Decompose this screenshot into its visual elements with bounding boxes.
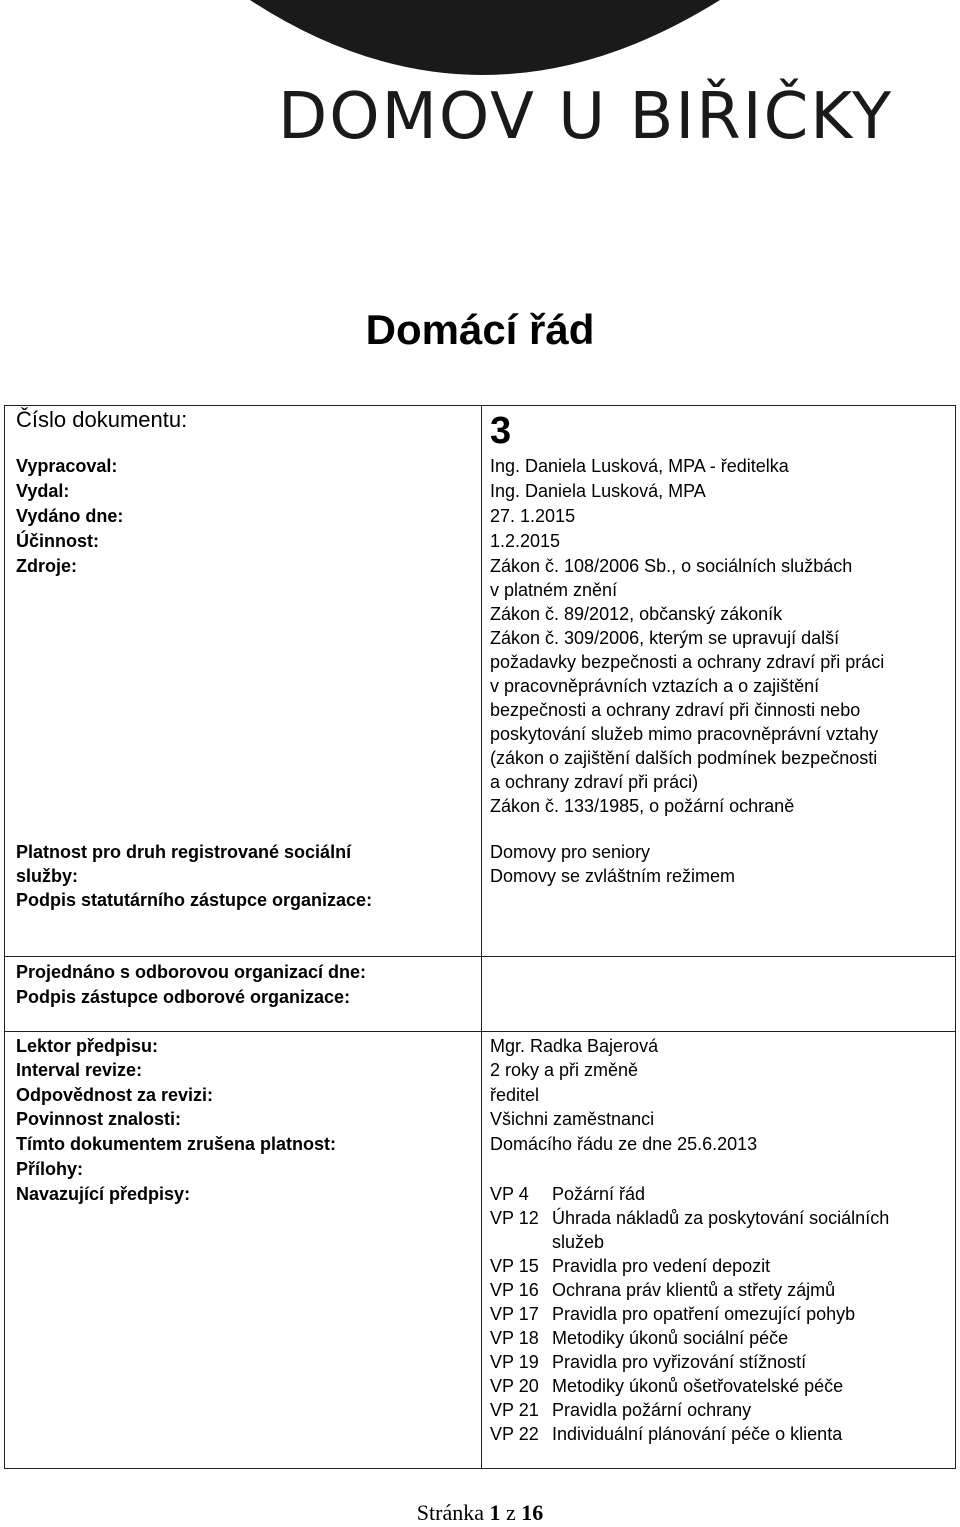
sources-line: a ochrany zdraví při práci) [490, 772, 699, 792]
regulation-code: VP 19 [490, 1352, 539, 1372]
sources-line: v pracovněprávních vztazích a o zajištění [490, 676, 820, 696]
issued-by-value: Ing. Daniela Lusková, MPA [490, 481, 706, 501]
union-discussed-label: Projednáno s odborovou organizací dne: [16, 962, 367, 982]
validity-values [490, 840, 735, 888]
related-label: Navazující předpisy: [16, 1184, 191, 1204]
regulation-title: Úhrada nákladů za poskytování sociálních [552, 1208, 890, 1228]
regulation-title: služeb [552, 1232, 605, 1252]
regulation-title: Ochrana práv klientů a střety zájmů [552, 1280, 836, 1300]
union-signature-label: Podpis zástupce odborové organizace: [16, 987, 351, 1007]
lector-value: Mgr. Radka Bajerová [490, 1036, 659, 1056]
list-item [490, 1350, 950, 1374]
regulation-title: Metodiky úkonů ošetřovatelské péče [552, 1376, 844, 1396]
sources-line: požadavky bezpečnosti a ochrany zdraví při práci [490, 652, 885, 672]
regulation-code: VP 15 [490, 1256, 539, 1276]
issued-date-label: Vydáno dne: [16, 506, 124, 526]
logo-text: DOMOV U BIŘIČKY [278, 80, 894, 154]
issued-date-value: 27. 1.2015 [490, 506, 576, 526]
list-item [490, 1182, 950, 1206]
statutory-signature-label: Podpis statutárního zástupce organizace: [16, 890, 373, 910]
list-item [490, 1302, 950, 1326]
effective-label: Účinnost: [16, 531, 99, 551]
cancels-label: Tímto dokumentem zrušena platnost: [16, 1134, 337, 1154]
knowledge-duty-label: Povinnost znalosti: [16, 1109, 182, 1129]
regulation-code: VP 18 [490, 1328, 539, 1348]
validity-value: Domovy se zvláštním režimem [490, 866, 736, 886]
attachments-label: Přílohy: [16, 1159, 84, 1179]
regulation-code [490, 1230, 552, 1254]
regulation-title: Pravidla pro vedení depozit [552, 1256, 771, 1276]
regulation-code: VP 17 [490, 1304, 539, 1324]
sources-line: (zákon o zajištění dalších podmínek bezpečnosti [490, 748, 878, 768]
prepared-value: Ing. Daniela Lusková, MPA - ředitelka [490, 456, 789, 476]
list-item [490, 1206, 950, 1230]
footer-prefix: Stránka [416, 1500, 484, 1525]
sources-line: Zákon č. 133/1985, o požární ochraně [490, 796, 795, 816]
regulation-title: Metodiky úkonů sociální péče [552, 1328, 789, 1348]
regulation-code: VP 22 [490, 1424, 539, 1444]
revision-interval-value: 2 roky a při změně [490, 1060, 639, 1080]
lector-label: Lektor předpisu: [16, 1036, 159, 1056]
cancels-value: Domácího řádu ze dne 25.6.2013 [490, 1134, 758, 1154]
issued-by-label: Vydal: [16, 481, 70, 501]
list-item [490, 1374, 950, 1398]
sources-list [490, 554, 950, 818]
effective-value: 1.2.2015 [490, 531, 561, 551]
sources-line: Zákon č. 89/2012, občanský zákoník [490, 604, 783, 624]
regulation-code: VP 12 [490, 1208, 539, 1228]
regulation-title: Pravidla pro opatření omezující pohyb [552, 1304, 856, 1324]
list-item [490, 1398, 950, 1422]
list-item [490, 1230, 950, 1254]
regulation-code: VP 16 [490, 1280, 539, 1300]
revision-interval-label: Interval revize: [16, 1060, 143, 1080]
regulation-title: Pravidla pro vyřizování stížností [552, 1352, 807, 1372]
page-title: Domácí řád [365, 306, 595, 353]
sources-line: v platném znění [490, 580, 618, 600]
validity-value: Domovy pro seniory [490, 842, 651, 862]
sources-line: Zákon č. 108/2006 Sb., o sociálních službách [490, 556, 853, 576]
regulation-title: Požární řád [552, 1184, 646, 1204]
related-list [490, 1182, 950, 1446]
sources-label: Zdroje: [16, 556, 77, 576]
revision-responsibility-label: Odpovědnost za revizi: [16, 1085, 214, 1105]
regulation-title: Pravidla požární ochrany [552, 1400, 752, 1420]
sources-line: poskytování služeb mimo pracovněprávní vztahy [490, 724, 879, 744]
regulation-title: Individuální plánování péče o klienta [552, 1424, 843, 1444]
revision-responsibility-value: ředitel [490, 1085, 540, 1105]
footer-total: 16 [521, 1500, 544, 1525]
validity-label-line: služby: [16, 866, 79, 886]
validity-label-line: Platnost pro druh registrované sociální [16, 842, 352, 862]
list-item [490, 1326, 950, 1350]
sources-line: bezpečnosti a ochrany zdraví při činnosti nebo [490, 700, 861, 720]
document-number-value: 3 [490, 410, 512, 452]
page-footer [0, 1500, 960, 1526]
footer-of: z [505, 1500, 516, 1525]
knowledge-duty-value: Všichni zaměstnanci [490, 1109, 655, 1129]
document-number-label: Číslo dokumentu: [16, 407, 188, 432]
prepared-label: Vypracoval: [16, 456, 118, 476]
list-item [490, 1278, 950, 1302]
list-item [490, 1422, 950, 1446]
validity-label [16, 840, 372, 912]
regulation-code: VP 20 [490, 1376, 539, 1396]
regulation-code: VP 4 [490, 1184, 529, 1204]
footer-page: 1 [489, 1500, 501, 1525]
list-item [490, 1254, 950, 1278]
regulation-code: VP 21 [490, 1400, 539, 1420]
sources-line: Zákon č. 309/2006, kterým se upravují další [490, 628, 840, 648]
